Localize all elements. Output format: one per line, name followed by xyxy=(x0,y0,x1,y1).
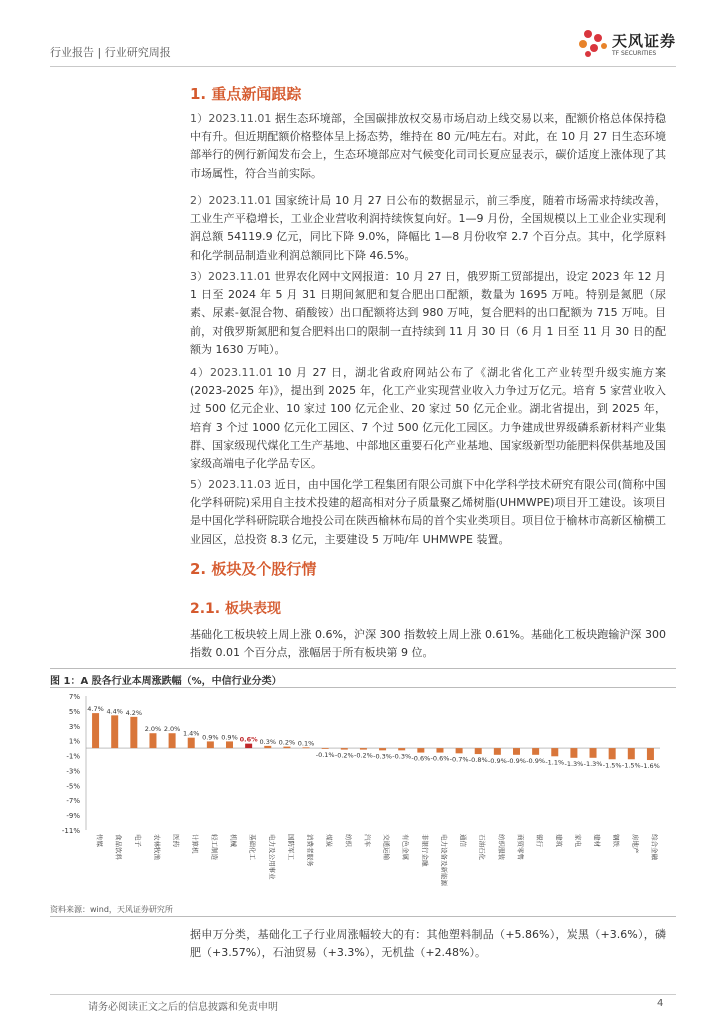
bar xyxy=(436,748,443,752)
news-text: 世界农化网中文网报道：10 月 27 日，俄罗斯工贸部提出，设定 2023 年 12 月 1 日至 2024 年 5 月 31 日期间氮肥和复合肥出口配额，数量为 1695 万吨。特别是氮肥（尿素、尿素-氨混合物、硝酸铵）出口配额将达到 980 万吨，复合肥料的出口配额为 715 万吨。目前，对俄罗斯氮肥和复合肥料出口的限制一直持续到 11 月 30 日（6 月 1 日至 11 月 30 日的配额为 1630 万吨）。 xyxy=(190,270,666,356)
section-2-1-text: 基础化工板块较上周上涨 0.6%，沪深 300 指数较上周上涨 0.61%。基础化工板块跑输沪深 300 指数 0.01 个百分点，涨幅居于所有板块第 9 位。 xyxy=(190,628,666,660)
figure-title-rule xyxy=(50,687,676,688)
bar xyxy=(513,748,520,755)
data-label: 4.2% xyxy=(125,708,143,717)
footer-disclaimer: 请务必阅读正文之后的信息披露和免责申明 xyxy=(88,1002,278,1013)
logo-subtitle: TF SECURITIES xyxy=(612,50,657,57)
category-label: 纺织 xyxy=(344,834,353,847)
category-label: 电力设备及新能源 xyxy=(439,834,448,886)
data-label: 4.4% xyxy=(106,707,123,716)
news-item-4 xyxy=(190,364,666,473)
data-label: 0.9% xyxy=(202,733,219,742)
category-label: 基础化工 xyxy=(248,834,257,860)
category-label: 轻工制造 xyxy=(210,834,219,860)
category-label: 有色金属 xyxy=(401,834,410,860)
data-label: -1.1% xyxy=(545,758,565,767)
bar xyxy=(609,748,616,759)
y-tick-label: -11% xyxy=(61,827,80,835)
data-label: -0.9% xyxy=(526,756,546,765)
data-label: -1.5% xyxy=(621,761,641,770)
category-label: 通信 xyxy=(459,834,468,847)
bar xyxy=(130,717,137,748)
data-label: 1.4% xyxy=(182,729,200,738)
bar xyxy=(590,748,597,758)
news-date: 1）2023.11.01 xyxy=(190,112,272,125)
news-text: 国家统计局 10 月 27 日公布的数据显示，前三季度，随着市场需求持续改善，工业生产平稳增长，工业企业营收利润持续恢复向好。1—9 月份，全国规模以上工业企业实现利润总额 54119.9 亿元，同比下降 9.0%，降幅比 1—8 月份收窄 2.7 个百分点。其中，化学原料和化学制品制造业利润总额同比下降 46.5%。 xyxy=(190,194,667,262)
bar xyxy=(360,748,367,749)
category-label: 建材 xyxy=(593,834,602,847)
category-label: 医药 xyxy=(172,834,181,847)
data-label: 0.6% xyxy=(239,735,258,744)
bar xyxy=(398,748,405,750)
news-date: 2）2023.11.01 xyxy=(190,194,272,207)
bar xyxy=(264,746,271,748)
category-label: 家电 xyxy=(573,834,582,847)
logo-name: 天风证券 xyxy=(612,32,677,50)
report-header: 行业报告 | 行业研究周报 xyxy=(50,46,171,59)
news-date: 3）2023.11.01 xyxy=(190,270,271,283)
news-text: 据生态环境部，全国碳排放权交易市场启动上线交易以来，配额价格总体保持稳中有升。但近期配额价格整体呈上扬态势，维持在 80 元/吨左右。对此，在 10 月 27 日生态环境部举行的例行新闻发布会上，生态环境部应对气候变化司司长夏应显表示，碳价适度上涨体现了其市场属性，符合当前实际。 xyxy=(190,112,667,180)
category-label: 食品饮料 xyxy=(114,834,123,860)
data-label: -0.9% xyxy=(487,756,507,765)
bar xyxy=(494,748,501,755)
data-label: -0.8% xyxy=(468,756,488,765)
bar xyxy=(226,741,233,748)
bar xyxy=(92,713,99,748)
y-tick-label: 1% xyxy=(68,737,80,746)
bar xyxy=(169,733,176,748)
figure-top-rule xyxy=(50,668,676,669)
y-tick-label: 5% xyxy=(68,707,80,716)
section-2-1-title: 2.1. 板块表现 xyxy=(190,601,281,617)
news-text: 近日，由中国化学工程集团有限公司旗下中化学科学技术研究有限公司(简称中国化学科研院)采用自主技术投建的超高相对分子质量聚乙烯树脂(UHMWPE)项目开工建设。该项目是中国化学科研院联合地投公司在陕西榆林布局的首个实业类项目。项目位于榆林市高新区榆横工业园区，总投资 8.3 亿元，主要建设 5 万吨/年 UHMWPE 装置。 xyxy=(190,478,667,546)
section-1-title: 1. 重点新闻跟踪 xyxy=(190,85,302,103)
logo-flower-icon xyxy=(579,30,607,57)
category-label: 传媒 xyxy=(95,834,104,847)
y-tick-label: -5% xyxy=(66,782,80,791)
category-label: 汽车 xyxy=(363,834,372,847)
category-label: 煤炭 xyxy=(325,834,334,847)
bar xyxy=(379,748,386,750)
bar xyxy=(475,748,482,754)
category-label: 综合金融 xyxy=(650,834,659,860)
figure-source: 资料来源：wind，天风证券研究所 xyxy=(50,905,173,914)
bar xyxy=(303,747,310,748)
category-label: 银行 xyxy=(535,834,544,847)
data-label: -1.3% xyxy=(564,759,584,768)
bar xyxy=(628,748,635,759)
y-tick-label: -1% xyxy=(66,752,80,761)
bar xyxy=(207,741,214,748)
category-label: 国防军工 xyxy=(286,834,295,860)
data-label: 0.3% xyxy=(259,737,277,746)
news-date: 4）2023.11.01 xyxy=(190,366,273,379)
data-label: -0.7% xyxy=(449,755,469,764)
news-item-5 xyxy=(190,476,666,549)
category-label: 计算机 xyxy=(191,834,200,854)
data-label: -0.1% xyxy=(315,750,335,759)
data-label: -0.9% xyxy=(507,756,526,765)
y-tick-label: -3% xyxy=(66,767,80,776)
category-label: 建筑 xyxy=(554,834,563,847)
data-label: -0.2% xyxy=(334,751,354,760)
data-label: 2.0% xyxy=(144,725,162,734)
data-label: -0.6% xyxy=(411,754,431,763)
page-number: 4 xyxy=(657,998,664,1009)
bar xyxy=(283,747,290,748)
data-label: -0.6% xyxy=(430,754,450,763)
industry-returns-chart xyxy=(50,690,676,900)
data-label: -0.2% xyxy=(354,751,373,760)
data-label: -1.6% xyxy=(641,762,660,771)
data-label: 2.0% xyxy=(163,725,181,734)
news-text: 10 月 27 日，湖北省政府网站公布了《湖北省化工产业转型升级实施方案(2023-2025 年)》，提出到 2025 年，化工产业实现营业收入力争过万亿元。培育 5 家营业收入过 500 亿元企业、10 家过 100 亿元企业、20 家过 50 亿元企业。湖北省提出，到 2025 年，培育 3 个过 1000 亿元化工园区、7 个过 500 亿元化工园区。力争建成世界级磷系新材料产业集群、国家级现代煤化工生产基地、中部地区重要石化产业基地、国家级新型功能肥料保供基地及国家级高端电子化学品专区。 xyxy=(190,366,666,471)
bar xyxy=(149,733,156,748)
y-tick-label: -7% xyxy=(66,797,80,806)
y-tick-label: -9% xyxy=(66,812,80,821)
category-label: 石油石化 xyxy=(478,834,487,860)
bar xyxy=(647,748,654,760)
category-label: 钢铁 xyxy=(612,834,621,847)
category-label: 电力及公用事业 xyxy=(267,834,276,880)
data-label: 0.9% xyxy=(221,733,238,742)
category-label: 农林牧渔 xyxy=(152,834,161,860)
figure-title: 图 1：A 股各行业本周涨跌幅（%，中信行业分类） xyxy=(50,676,282,687)
data-label: -0.3% xyxy=(392,752,412,761)
summary-text: 据申万分类，基础化工子行业周涨幅较大的有：其他塑料制品（+5.86%），炭黑（+3.6%），磷肥（+3.57%），石油贸易（+3.3%），无机盐（+2.48%）。 xyxy=(190,928,666,960)
data-label: 0.1% xyxy=(297,739,315,748)
category-label: 交通运输 xyxy=(382,834,391,860)
data-label: -1.5% xyxy=(602,761,622,770)
category-label: 机械 xyxy=(229,834,238,847)
header-divider xyxy=(50,66,676,67)
news-item-1 xyxy=(190,110,666,183)
section-2-title: 2. 板块及个股行情 xyxy=(190,560,317,578)
news-item-3 xyxy=(190,268,666,359)
bar xyxy=(188,738,195,748)
bar xyxy=(111,715,118,748)
bar xyxy=(322,748,329,749)
data-label: 4.7% xyxy=(87,705,104,714)
category-label: 纺织服装 xyxy=(497,834,506,860)
bar xyxy=(341,748,348,749)
news-date: 5）2023.11.03 xyxy=(190,478,272,491)
data-label: -1.3% xyxy=(583,759,603,768)
bar xyxy=(532,748,539,755)
y-tick-label: 3% xyxy=(68,722,80,731)
bar xyxy=(456,748,463,753)
footer-divider xyxy=(50,994,676,995)
category-label: 房地产 xyxy=(631,834,640,854)
y-tick-label: 7% xyxy=(68,693,80,701)
category-label: 电子 xyxy=(133,834,142,847)
category-label: 消费者服务 xyxy=(306,834,315,867)
data-label: 0.2% xyxy=(278,738,296,747)
data-label: -0.3% xyxy=(373,752,392,761)
figure-bottom-rule xyxy=(50,916,676,917)
category-label: 非银行金融 xyxy=(420,834,429,867)
category-label: 商贸零售 xyxy=(516,834,525,860)
bar xyxy=(417,748,424,752)
bar xyxy=(551,748,558,756)
news-item-2 xyxy=(190,192,666,265)
bar xyxy=(245,744,252,748)
bar xyxy=(570,748,577,758)
